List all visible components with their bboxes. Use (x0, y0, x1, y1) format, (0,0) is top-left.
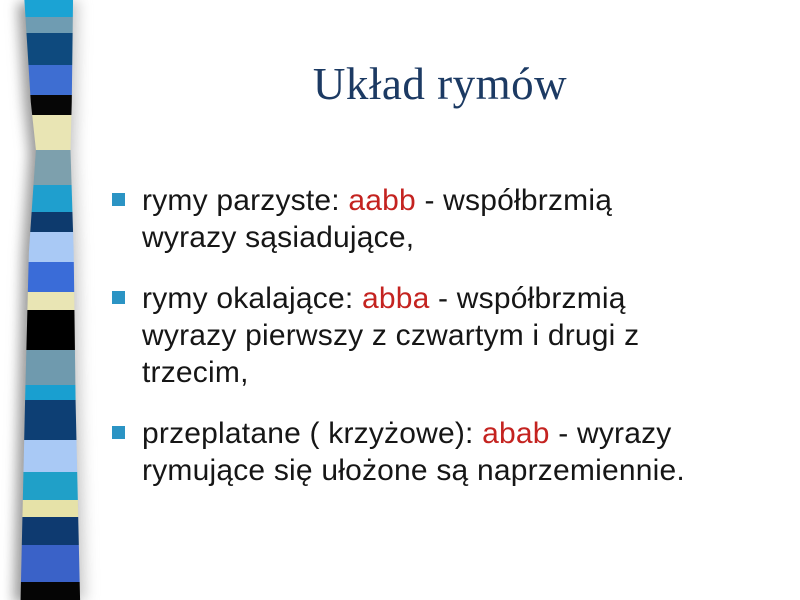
ribbon-stripe (18, 292, 82, 310)
ribbon-stripe (18, 582, 82, 600)
ribbon-stripe (18, 350, 82, 385)
list-item (112, 280, 774, 391)
text-line (142, 182, 774, 219)
text-run: wyrazy sąsiadujące, (142, 221, 415, 254)
decorative-ribbon (18, 0, 82, 600)
bullet-text (142, 182, 774, 256)
text-run: wyrazy pierwszy z czwartym i drugi z (142, 319, 640, 352)
ribbon-stripe (18, 17, 82, 33)
bullet-square-icon (112, 193, 125, 206)
ribbon-stripe (18, 185, 82, 212)
ribbon-stripe (18, 150, 82, 185)
text-run: rymy okalające: (142, 282, 362, 315)
text-run: rymy parzyste: (142, 184, 349, 217)
ribbon-stripe (18, 232, 82, 262)
ribbon-stripe (18, 500, 82, 517)
text-run: - współbrzmią (415, 184, 613, 217)
rhyme-pattern-highlight: aabb (348, 184, 416, 217)
ribbon-stripes (18, 0, 82, 600)
text-line (142, 354, 774, 391)
text-run: - wyrazy (549, 417, 672, 450)
ribbon-stripe (18, 440, 82, 472)
text-line (142, 280, 774, 317)
list-item (112, 415, 774, 489)
ribbon-stripe (18, 65, 82, 95)
ribbon-stripe (18, 212, 82, 232)
ribbon-stripe (18, 545, 82, 582)
text-run: trzecim, (142, 356, 249, 389)
bullet-square-icon (112, 291, 125, 304)
text-line (142, 415, 774, 452)
text-line (142, 452, 774, 489)
ribbon-stripe (18, 0, 82, 17)
list-item (112, 182, 774, 256)
text-run: rymujące się ułożone są naprzemiennie. (142, 454, 685, 487)
ribbon-stripe (18, 33, 82, 65)
bullet-text (142, 415, 774, 489)
ribbon-stripe (18, 517, 82, 545)
ribbon-stripe (18, 385, 82, 400)
ribbon-stripe (18, 400, 82, 440)
ribbon-stripe (18, 310, 82, 350)
rhyme-pattern-highlight: abab (482, 417, 550, 450)
text-line (142, 219, 774, 256)
ribbon-stripe (18, 262, 82, 292)
bullet-text (142, 280, 774, 391)
text-run: przeplatane ( krzyżowe): (142, 417, 483, 450)
rhyme-pattern-highlight: abba (361, 282, 430, 315)
ribbon-stripe (18, 115, 82, 150)
text-run: - współbrzmią (429, 282, 626, 315)
ribbon-stripe (18, 472, 82, 500)
ribbon-stripe (18, 95, 82, 115)
slide-title: Układ rymów (312, 59, 568, 109)
text-line (142, 317, 774, 354)
bullet-list (112, 182, 774, 513)
bullet-square-icon (112, 426, 125, 439)
